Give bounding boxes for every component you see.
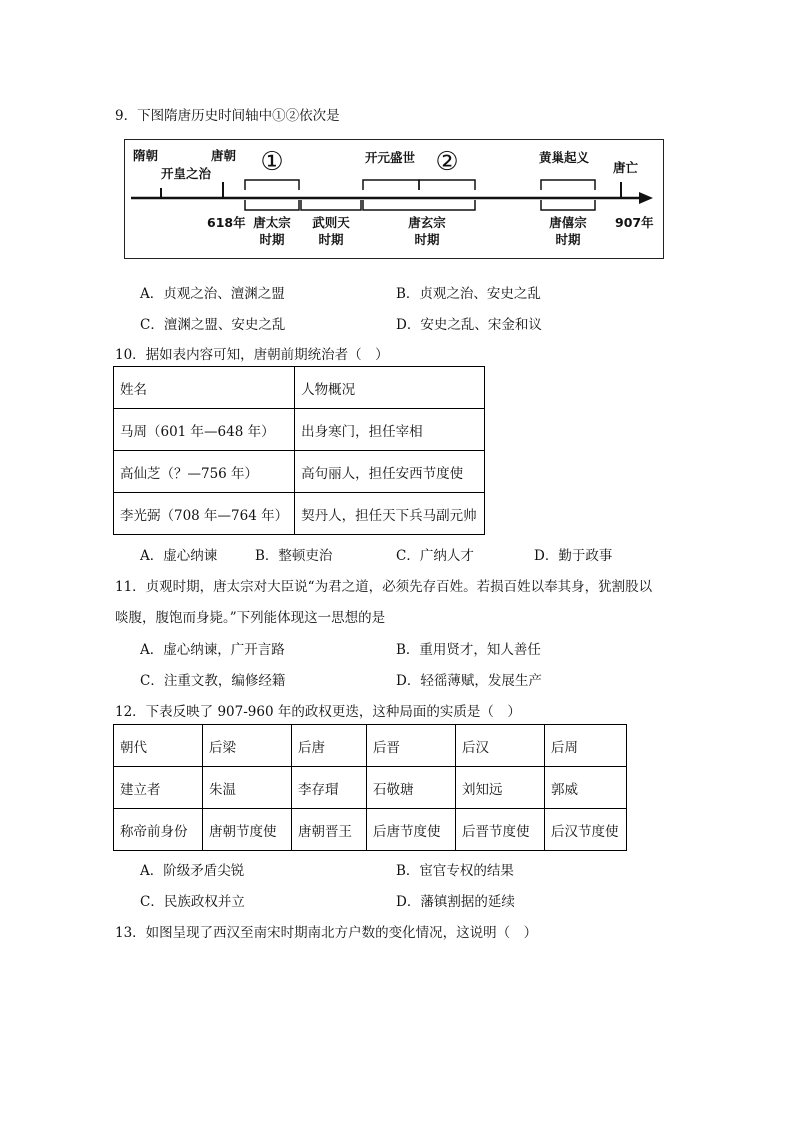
table-cell: 姓名 (114, 367, 295, 409)
table-row (114, 767, 627, 809)
q9-option-a: A．贞观之治、澶渊之盟 (140, 286, 285, 302)
table-row (114, 451, 485, 493)
q11-option-c: C．注重文教，编修经籍 (140, 673, 286, 689)
q11-stem-line2: 啖腹，腹饱而身毙。”下列能体现这一思想的是 (115, 610, 386, 626)
bracket-taizong (245, 200, 299, 210)
label-xizong-2: 时期 (555, 232, 581, 247)
bracket-wuzetian (301, 200, 361, 210)
table-cell: 人物概况 (295, 367, 485, 409)
table-cell: 李光弼（708 年—764 年） (114, 493, 295, 535)
bracket-xizong (541, 200, 595, 210)
table-cell: 石敬瑭 (367, 767, 456, 809)
table-cell: 高句丽人，担任安西节度使 (295, 451, 485, 493)
label-kaihuang: 开皇之治 (161, 166, 212, 181)
bracket-xuanzong (363, 200, 475, 210)
table-cell: 出身寒门，担任宰相 (295, 409, 485, 451)
bracket-kaiyuan (363, 180, 419, 190)
table-cell: 称帝前身份 (114, 809, 203, 851)
table-cell: 后周 (545, 725, 627, 767)
label-taizong-1: 唐太宗 (253, 215, 291, 230)
table-cell: 李存瑁 (292, 767, 367, 809)
bracket-2 (419, 180, 475, 190)
label-circle-2: ② (435, 147, 459, 177)
q10-option-b: B．整顿吏治 (255, 548, 333, 564)
q10-stem: 10．据如表内容可知，唐朝前期统治者（ ） (115, 347, 389, 363)
q12-option-c: C．民族政权并立 (140, 894, 245, 910)
table-cell: 后梁 (203, 725, 292, 767)
label-wuzetian-1: 武则天 (312, 215, 350, 230)
table-cell: 刘知远 (456, 767, 545, 809)
label-tangwang: 唐亡 (613, 160, 639, 175)
q10-option-c: C．广纳人才 (396, 548, 474, 564)
q9-option-c: C．澶渊之盟、安史之乱 (140, 317, 286, 333)
timeline-figure (124, 139, 664, 259)
label-kaiyuan: 开元盛世 (365, 150, 416, 165)
bracket-1 (245, 180, 299, 190)
table-row (114, 725, 627, 767)
bracket-huangchao (541, 180, 595, 190)
table-cell: 契丹人，担任天下兵马副元帅 (295, 493, 485, 535)
table-row (114, 409, 485, 451)
q11-option-d: D．轻徭薄赋，发展生产 (396, 673, 542, 689)
label-xuanzong-2: 时期 (414, 232, 440, 247)
table-cell: 后唐节度使 (367, 809, 456, 851)
q10-option-d: D．勤于政事 (534, 548, 613, 564)
q12-option-a: A．阶级矛盾尖锐 (140, 863, 245, 879)
q12-option-d: D．藩镇割据的延续 (396, 894, 515, 910)
table-cell: 郭威 (545, 767, 627, 809)
table-cell: 马周（601 年—648 年） (114, 409, 295, 451)
q11-stem-line1: 11．贞观时期，唐太宗对大臣说“为君之道，必须先存百姓。若损百姓以奉其身，犹割股以 (115, 579, 653, 595)
q12-table (113, 724, 627, 851)
table-cell: 后晋 (367, 725, 456, 767)
q9-option-d: D．安史之乱、宋金和议 (396, 317, 542, 333)
table-cell: 后唐 (292, 725, 367, 767)
q9-option-b: B．贞观之治、安史之乱 (396, 286, 541, 302)
q10-option-a: A．虚心纳谏 (140, 548, 218, 564)
label-xuanzong-1: 唐玄宗 (408, 215, 446, 230)
timeline-svg (125, 140, 663, 258)
label-618: 618年 (207, 215, 246, 230)
table-cell: 朝代 (114, 725, 203, 767)
table-cell: 后晋节度使 (456, 809, 545, 851)
label-907: 907年 (615, 215, 654, 230)
q12-stem: 12．下表反映了 907-960 年的政权更迭，这种局面的实质是（ ） (115, 704, 521, 720)
q10-table (113, 366, 485, 535)
timeline-arrow (639, 192, 653, 204)
label-huangchao: 黄巢起义 (539, 150, 590, 165)
label-circle-1: ① (260, 147, 284, 177)
table-cell: 唐朝节度使 (203, 809, 292, 851)
table-row (114, 809, 627, 851)
q11-option-b: B．重用贤才，知人善任 (396, 642, 541, 658)
table-row (114, 493, 485, 535)
table-cell: 朱温 (203, 767, 292, 809)
q13-stem: 13．如图呈现了西汉至南宋时期南北方户数的变化情况，这说明（ ） (115, 925, 538, 941)
label-sui: 隋朝 (133, 148, 159, 163)
table-cell: 唐朝晋王 (292, 809, 367, 851)
label-taizong-2: 时期 (259, 232, 285, 247)
table-cell: 建立者 (114, 767, 203, 809)
table-row (114, 367, 485, 409)
label-tang: 唐朝 (211, 148, 237, 163)
table-cell: 高仙芝（？—756 年） (114, 451, 295, 493)
label-wuzetian-2: 时期 (318, 232, 344, 247)
q12-option-b: B．宦官专权的结果 (396, 863, 514, 879)
label-xizong-1: 唐僖宗 (549, 215, 587, 230)
table-cell: 后汉 (456, 725, 545, 767)
q11-option-a: A．虚心纳谏，广开言路 (140, 642, 285, 658)
table-cell: 后汉节度使 (545, 809, 627, 851)
q9-stem: 9．下图隋唐历史时间轴中①②依次是 (115, 108, 340, 124)
